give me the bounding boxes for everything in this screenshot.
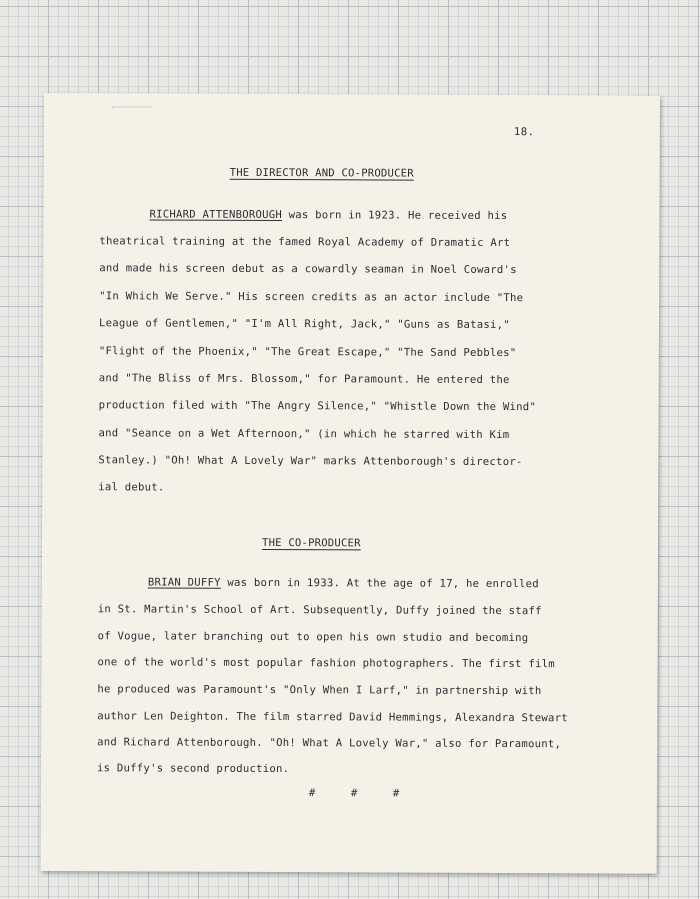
document-page (41, 93, 660, 874)
person-name-attenborough: RICHARD ATTENBOROUGH (149, 208, 283, 222)
person-name-duffy: BRIAN DUFFY (147, 576, 221, 589)
paragraph-text: was born in 1923. He received his (282, 209, 508, 223)
paragraph-line: and Richard Attenborough. "Oh! What A Lovely War," also for Paramount, (97, 736, 562, 751)
end-mark: # (350, 787, 358, 800)
end-mark: # (308, 787, 316, 800)
paragraph-line: in St. Martin's School of Art. Subsequently, Duffy joined the staff (97, 603, 542, 618)
paragraph-line: "In Which We Serve." His screen credits as an actor include "The (99, 290, 524, 305)
paragraph-line: Stanley.) "Oh! What A Lovely War" marks Attenborough's director- (98, 454, 523, 469)
paragraph-line: of Vogue, later branching out to open his own studio and becoming (97, 630, 529, 645)
paragraph-line: League of Gentlemen," "I'm All Right, Jack," "Guns as Batasi," (98, 317, 510, 332)
section-heading-director: THE DIRECTOR AND CO-PRODUCER (229, 166, 414, 180)
paragraph-line: and made his screen debut as a cowardly seaman in Noel Coward's (99, 262, 517, 277)
paragraph-line: he produced was Paramount's "Only When I Larf," in partnership with (97, 683, 542, 698)
paragraph-line (148, 576, 539, 590)
paragraph-line: ial debut. (98, 481, 165, 494)
paragraph-line (149, 208, 507, 222)
paragraph-line: one of the world's most popular fashion photographers. The first film (97, 656, 555, 671)
paragraph-text: was born in 1933. At the age of 17, he enrolled (220, 576, 539, 591)
paragraph-line: author Len Deighton. The film starred David Hemmings, Alexandra Stewart (97, 710, 568, 725)
end-marks (309, 787, 435, 800)
paragraph-line: and "Seance on a Wet Afternoon," (in which he starred with Kim (98, 427, 510, 442)
paragraph-line: and "The Bliss of Mrs. Blossom," for Paramount. He entered the (98, 372, 510, 387)
paper-smudge (112, 106, 152, 110)
section-heading-co-producer: THE CO-PRODUCER (262, 536, 361, 550)
end-mark: # (392, 787, 400, 800)
page-number: 18. (513, 126, 535, 139)
paragraph-line: theatrical training at the famed Royal Academy of Dramatic Art (99, 235, 511, 250)
paragraph-line: production filed with "The Angry Silence," "Whistle Down the Wind" (98, 399, 537, 414)
paragraph-line: is Duffy's second production. (97, 762, 290, 776)
paragraph-line: "Flight of the Phoenix," "The Great Escape," "The Sand Pebbles" (98, 345, 517, 360)
